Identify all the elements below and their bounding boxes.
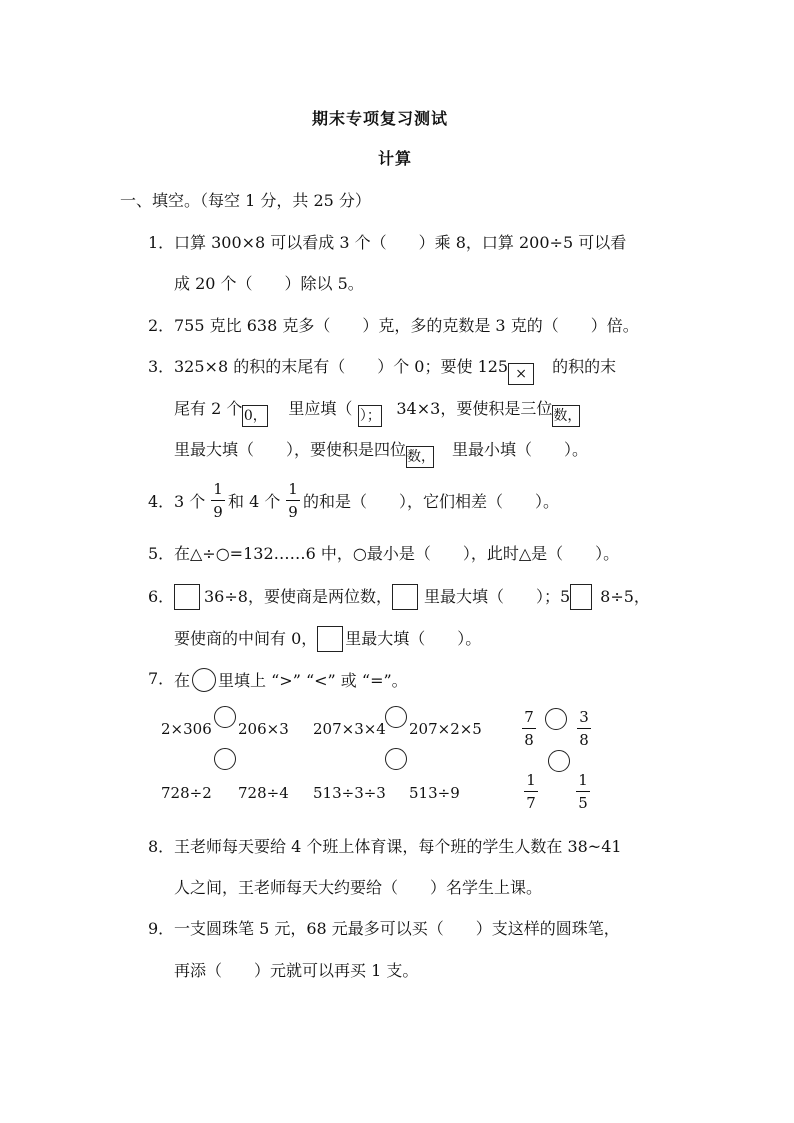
q3-line2-text: 尾有 2 个 xyxy=(174,399,243,418)
q6-line2-tail: 里最大填（ ）。 xyxy=(345,629,482,648)
compare-circle[interactable] xyxy=(385,748,407,770)
fraction-bar xyxy=(522,728,536,729)
q9-line2: 再添（ ）元就可以再买 1 支。 xyxy=(174,961,419,980)
q4-text-b: 和 4 个 xyxy=(228,492,281,511)
q3-line2-text: 34×3，要使积是三位 xyxy=(396,399,553,418)
q7-expression: 513÷3÷3 xyxy=(313,784,386,802)
q7-instruction xyxy=(174,668,408,692)
fraction-denominator: 9 xyxy=(213,503,223,521)
q6-answer-box[interactable] xyxy=(570,584,592,610)
fraction-denominator: 8 xyxy=(579,731,589,749)
compare-circle[interactable] xyxy=(214,706,236,728)
q1-number: 1． xyxy=(148,233,175,252)
q2-number: 2． xyxy=(148,316,175,335)
q8-line2: 人之间，王老师每天大约要给（ ）名学生上课。 xyxy=(174,878,543,897)
fraction-numerator: 1 xyxy=(526,771,536,789)
q3-answer-box[interactable]: × xyxy=(508,363,534,385)
q3-line1-text: 325×8 的积的末尾有（ ）个 0；要使 125 xyxy=(174,357,509,376)
q4-text-a: 3 个 xyxy=(174,492,206,511)
q3-number: 3． xyxy=(148,357,175,376)
page-title: 期末专项复习测试 xyxy=(312,109,449,128)
fraction-denominator: 9 xyxy=(288,503,298,521)
q3-line3-tail: 里最小填（ ）。 xyxy=(452,440,589,459)
q7-expression: 2×306 xyxy=(161,720,212,738)
page-subtitle: 计算 xyxy=(378,149,413,168)
q3-line2-text: 里应填（ xyxy=(288,399,353,418)
q7-fraction xyxy=(577,708,591,749)
q3-answer-box[interactable]: ）； xyxy=(358,405,382,427)
q6-line1-text: 36÷8，要使商是两位数， xyxy=(204,587,392,606)
q7-fraction xyxy=(522,708,536,749)
fraction-bar xyxy=(576,791,590,792)
q2-line1: 755 克比 638 克多（ ）克，多的克数是 3 克的（ ）倍。 xyxy=(174,316,639,335)
q6-answer-box[interactable] xyxy=(174,584,200,610)
q1-line2: 成 20 个（ ）除以 5。 xyxy=(174,274,364,293)
q4-fraction-1 xyxy=(211,480,225,521)
q3-line2 xyxy=(174,398,580,427)
fraction-denominator: 7 xyxy=(526,794,536,812)
compare-circle[interactable] xyxy=(192,668,216,692)
fraction-numerator: 3 xyxy=(579,708,589,726)
q4-fraction-2 xyxy=(286,480,300,521)
q3-line3 xyxy=(174,439,588,468)
fraction-denominator: 8 xyxy=(524,731,534,749)
fraction-numerator: 1 xyxy=(288,480,298,498)
q7-fraction xyxy=(524,771,538,812)
q6-line1 xyxy=(174,584,650,610)
q6-line2 xyxy=(174,626,481,652)
q5-number: 5． xyxy=(148,544,175,563)
q6-line2-text: 要使商的中间有 0， xyxy=(174,629,318,648)
compare-circle[interactable] xyxy=(545,708,567,730)
q7-fraction xyxy=(576,771,590,812)
compare-circle[interactable] xyxy=(214,748,236,770)
q7-expression: 728÷2 xyxy=(161,784,212,802)
q7-instruction-text: 里填上 “>” “<” 或 “=”。 xyxy=(218,671,408,690)
fraction-bar xyxy=(286,500,300,501)
q3-line3-text: 里最大填（ ），要使积是四位 xyxy=(174,440,407,459)
compare-circle[interactable] xyxy=(548,750,570,772)
q3-answer-box[interactable]: 数， xyxy=(552,405,580,427)
q1-line1: 口算 300×8 可以看成 3 个（ ）乘 8，口算 200÷5 可以看 xyxy=(174,233,627,252)
q7-expression: 206×3 xyxy=(238,720,289,738)
q7-expression: 728÷4 xyxy=(238,784,289,802)
q4-number: 4． xyxy=(148,492,175,511)
fraction-bar xyxy=(524,791,538,792)
q3-line1-tail: 的积的末 xyxy=(552,357,617,376)
q7-expression: 207×3×4 xyxy=(313,720,386,738)
q6-number: 6． xyxy=(148,587,175,606)
q6-answer-box[interactable] xyxy=(317,626,343,652)
fraction-numerator: 1 xyxy=(213,480,223,498)
q9-line1: 一支圆珠笔 5 元，68 元最多可以买（ ）支这样的圆珠笔， xyxy=(174,919,620,938)
q7-expression: 513÷9 xyxy=(409,784,460,802)
fraction-denominator: 5 xyxy=(578,794,588,812)
section-heading: 一、填空。（每空 1 分，共 25 分） xyxy=(120,191,371,210)
fraction-numerator: 7 xyxy=(524,708,534,726)
q7-expression: 207×2×5 xyxy=(409,720,482,738)
q4-text-c: 的和是（ ），它们相差（ ）。 xyxy=(303,492,560,511)
fraction-numerator: 1 xyxy=(578,771,588,789)
q5-line1: 在△÷○=132……6 中，○最小是（ ），此时△是（ ）。 xyxy=(174,544,620,563)
q7-instruction-text: 在 xyxy=(174,671,191,690)
q6-line1-tail: 8÷5， xyxy=(600,587,650,606)
compare-circle[interactable] xyxy=(385,706,407,728)
q8-line1: 王老师每天要给 4 个班上体育课，每个班的学生人数在 38~41 xyxy=(174,837,622,856)
q9-number: 9． xyxy=(148,919,175,938)
q6-line1-text: 里最大填（ ）；5 xyxy=(423,587,571,606)
q3-line1 xyxy=(174,356,616,385)
q8-number: 8． xyxy=(148,837,175,856)
q7-number: 7． xyxy=(148,669,175,688)
fraction-bar xyxy=(577,728,591,729)
q3-answer-box[interactable]: 数， xyxy=(406,446,434,468)
q3-answer-box[interactable]: 0， xyxy=(242,405,268,427)
fraction-bar xyxy=(211,500,225,501)
q6-answer-box[interactable] xyxy=(392,584,418,610)
